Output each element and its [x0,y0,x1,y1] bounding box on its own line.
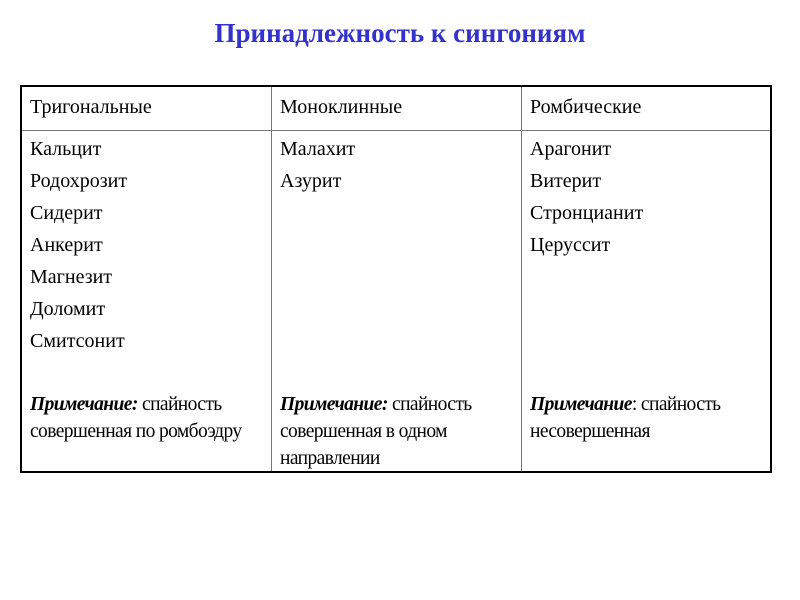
mineral-item: Доломит [30,298,106,320]
mineral-list [30,131,263,357]
mineral-item: Сидерит [30,202,103,224]
mineral-list [280,131,513,197]
mineral-item: Стронцианит [530,202,644,224]
table-cell [522,131,770,471]
column-header: Ромбические [522,87,770,131]
mineral-item: Смитсонит [30,330,125,352]
mineral-item: Кальцит [30,138,102,160]
note [280,391,517,472]
table-cell [22,131,272,471]
table-cell [272,131,522,471]
note-label: Примечание [530,394,632,415]
note-label: Примечание: [30,394,138,415]
syngony-table [20,85,772,473]
note [30,391,267,445]
mineral-item: Арагонит [530,138,612,160]
mineral-item: Анкерит [30,234,103,256]
column-header: Моноклинные [272,87,522,131]
mineral-list [530,131,762,261]
mineral-item: Церуссит [530,234,611,256]
note-label: Примечание: [280,394,388,415]
page-title: Принадлежность к сингониям [214,18,586,48]
note-text: спайность совершенная по ромбоэдру [30,394,242,442]
note-text: спайность совершенная в одном направлении [280,394,472,469]
column-header: Тригональные [22,87,272,131]
mineral-item: Родохрозит [30,170,128,192]
note-text: : спайность несовершенная [530,394,721,442]
mineral-item: Магнезит [30,266,113,288]
mineral-item: Азурит [280,170,342,192]
mineral-item: Малахит [280,138,356,160]
note [530,391,766,445]
mineral-item: Витерит [530,170,602,192]
